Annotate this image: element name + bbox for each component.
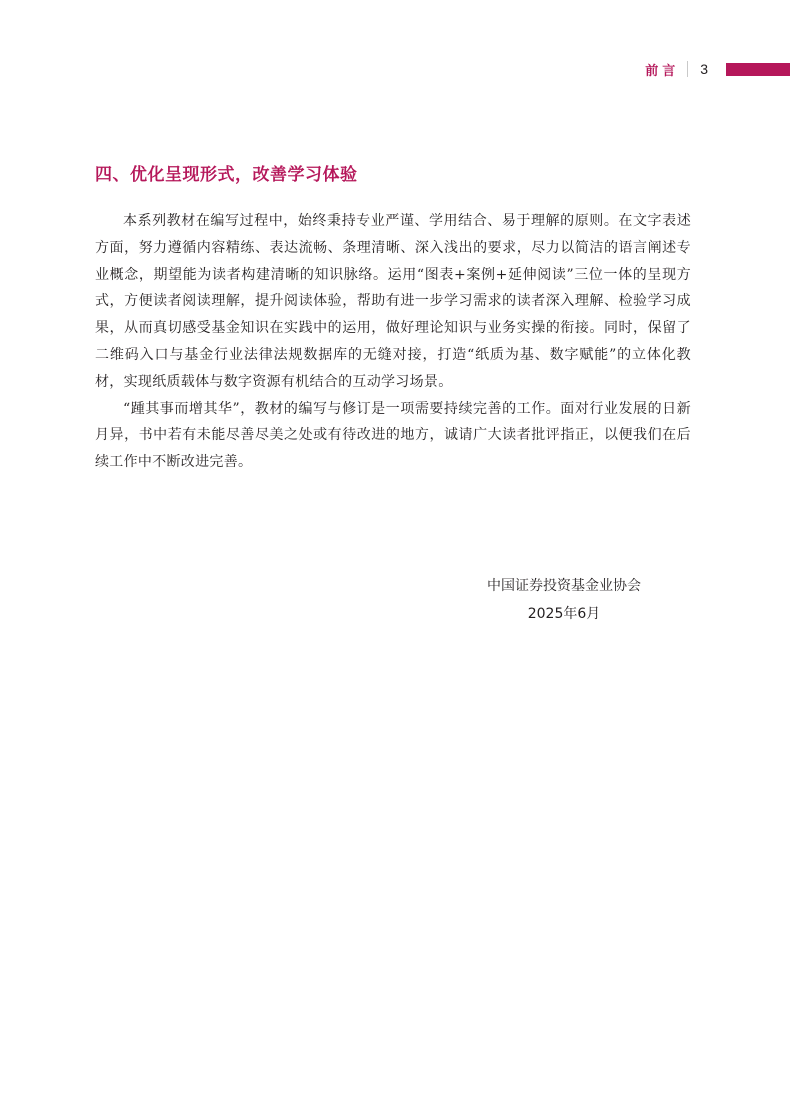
page-header: [645, 59, 790, 79]
paragraph-2: “踵其事而增其华”，教材的编写与修订是一项需要持续完善的工作。面对行业发展的日新月异，书中若有未能尽善尽美之处或有待改进的地方，诚请广大读者批评指正，以便我们在后续工作中不断改进完善。: [95, 400, 691, 471]
body-text: [95, 208, 691, 476]
signature-organization: 中国证券投资基金业协会: [487, 578, 641, 594]
section-heading: 四、优化呈现形式，改善学习体验: [95, 165, 358, 185]
signature-block: [478, 572, 650, 628]
header-divider: [687, 61, 688, 77]
signature-date: 2025年6月: [527, 606, 601, 622]
header-section-title: 前言: [645, 63, 680, 79]
header-accent-bar: [726, 63, 790, 76]
paragraph-1: 本系列教材在编写过程中，始终秉持专业严谨、学用结合、易于理解的原则。在文字表述方面，努力遵循内容精练、表达流畅、条理清晰、深入浅出的要求，尽力以简洁的语言阐述专业概念，期望能为读者构建清晰的知识脉络。运用“图表+案例+延伸阅读”三位一体的呈现方式，方便读者阅读理解，提升阅读体验，帮助有进一步学习需求的读者深入理解、检验学习成果，从而真切感受基金知识在实践中的运用，做好理论知识与业务实操的衔接。同时，保留了二维码入口与基金行业法律法规数据库的无缝对接，打造“纸质为基、数字赋能”的立体化教材，实现纸质载体与数字资源有机结合的互动学习场景。: [95, 213, 691, 390]
page-number: 3: [700, 61, 708, 77]
